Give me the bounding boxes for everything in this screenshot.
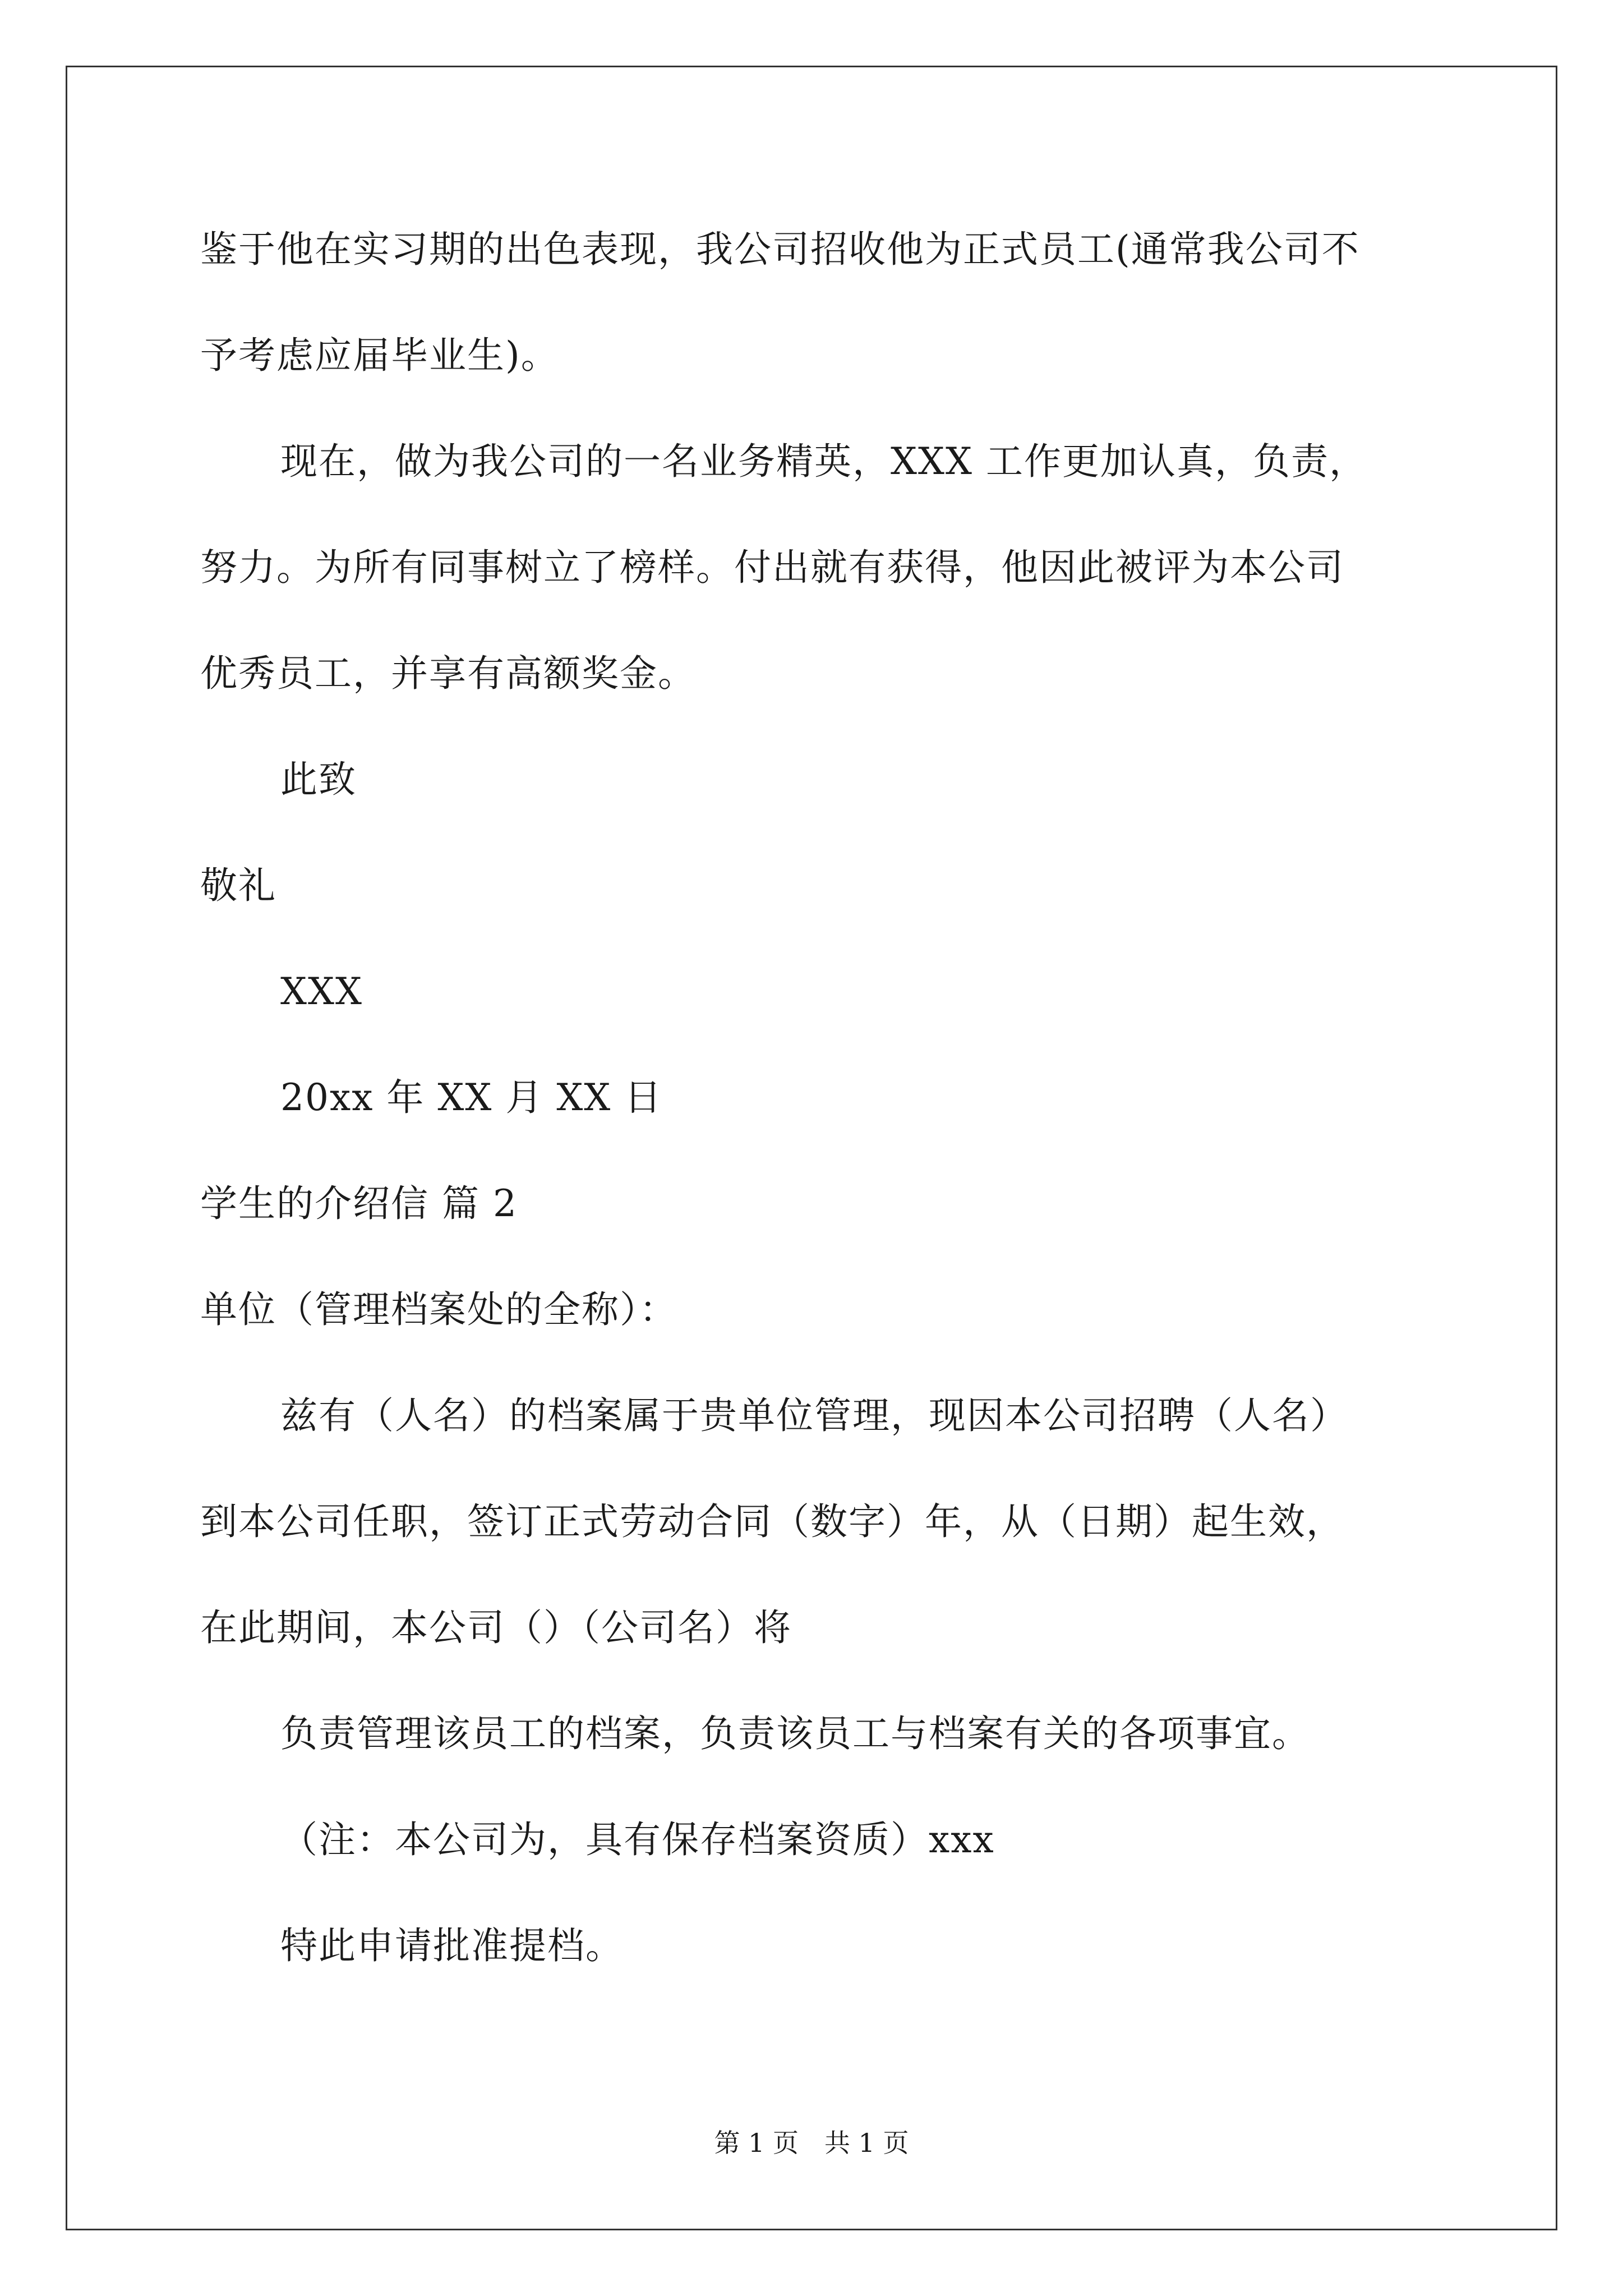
page-footer: 第 1 页 共 1 页: [714, 2128, 909, 2158]
body-line-4: 努力。为所有同事树立了榜样。付出就有获得，他因此被评为本公司: [200, 546, 1344, 589]
request-line: 特此申请批准提档。: [280, 1924, 624, 1967]
signature-name: XXX: [280, 970, 363, 1013]
body-line-13: 到本公司任职，签订正式劳动合同（数字）年，从（日期）起生效，: [200, 1500, 1344, 1543]
body-line-3: 现在，做为我公司的一名业务精英，XXX 工作更加认真，负责，: [280, 440, 1367, 483]
note-line: （注：本公司为，具有保存档案资质）xxx: [280, 1818, 995, 1861]
signature-date: 20xx 年 XX 月 XX 日: [280, 1076, 663, 1119]
page-frame: [66, 66, 1557, 2230]
closing-regards: 敬礼: [200, 864, 276, 907]
body-line-1: 鉴于他在实习期的出色表现，我公司招收他为正式员工(通常我公司不: [200, 228, 1360, 271]
body-line-14: 在此期间，本公司（）（公司名）将: [200, 1606, 792, 1649]
body-line-5: 优秀员工，并享有高额奖金。: [200, 652, 696, 695]
closing-salutation: 此致: [280, 758, 357, 801]
body-line-12: 兹有（人名）的档案属于贵单位管理，现因本公司招聘（人名）: [280, 1394, 1348, 1437]
recipient-line: 单位（管理档案处的全称）：: [200, 1288, 677, 1331]
body-line-15: 负责管理该员工的档案，负责该员工与档案有关的各项事宜。: [280, 1712, 1310, 1755]
body-line-2: 予考虑应届毕业生)。: [200, 334, 559, 377]
section-heading: 学生的介绍信 篇 2: [200, 1182, 518, 1225]
